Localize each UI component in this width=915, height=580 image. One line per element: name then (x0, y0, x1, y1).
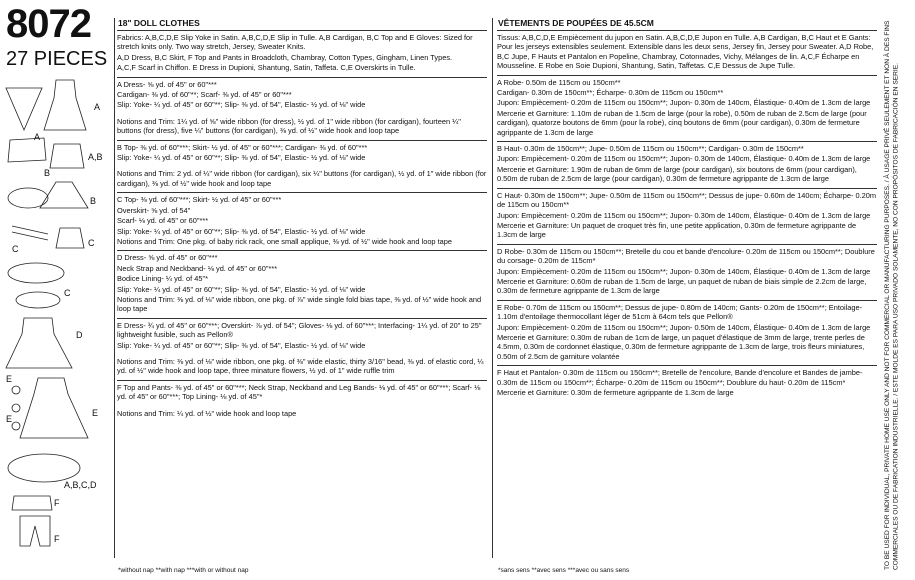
text-line: Jupon: Empiècement- 0.20m de 115cm ou 150cm**; Jupon- 0.30m de 140cm, Élastique- 0.40m de 1.3cm de large (497, 266, 871, 276)
usage-notice (884, 10, 912, 570)
text-line: Fabrics: A,B,C,D,E Slip Yoke in Satin. A,B,C,D,E Slip in Tulle. A,B Cardigan, B,C Top and E Gloves: Sized for stretch knits only. Two way stretch, Jersey, Sweater Knits. (117, 33, 473, 52)
column-divider (114, 18, 115, 558)
fig-label: B (90, 196, 97, 206)
view-b-section (117, 140, 487, 193)
usage-notice-text: TO BE USED FOR INDIVIDUAL, PRIVATE HOME USE ONLY AND NOT FOR COMMERCIAL OR MANUFACTURING PURPOSES. / À USAGE PRIVÉ SEULEMENT ET NON À DES FINS COMMERCIALES OU DE FABRICATION INDUSTRIELLE. / ESTE MOLDE ES PARA USO PRIVADO SOLAMENTE, NO CON PROPÓSITOS DE FABRICACIÓN EN SERIE. (884, 20, 900, 570)
cardigan-sketch (8, 138, 46, 162)
garment-illustrations (4, 78, 116, 548)
text-line: Jupon: Empiècement- 0.20m de 115cm ou 150cm**; Jupon- 0.50m de 140cm, Élastique- 0.40m de 1.3cm de large (497, 322, 871, 332)
text-line: Mercerie et Garniture: 1.10m de ruban de 1.5cm de large (pour la robe), 0.50m de ruban de 2.5cm de large (pour cardigan), quatorze boutons de 6mm (pour la robe), cinq boutons de 6mm (pour cardigan), 0.30m de fermeture agrippante de 1.3cm de large (497, 108, 867, 137)
english-footnote: *without nap **with nap ***with or without nap (118, 567, 249, 574)
text-line: B Haut- 0.30m de 150cm**; Jupe- 0.50m de 115cm ou 150cm**; Cardigan- 0.30m de 150cm** (497, 144, 804, 154)
text-line: A,C,F Scarf in Chiffon. E Dress in Dupioni, Shantung, Satin, Taffeta. C,E Overskirts in Tulle. (117, 63, 416, 73)
view-e-section (497, 300, 877, 365)
text-line: Mercerie et Garniture: 0.60m de ruban de 1.5cm de large, un paquet de ruban de biais simple de 2.2cm de large, 0.30m de fermeture agrippante de 1.3cm de large (497, 276, 867, 296)
text-line: Tissus: A,B,C,D,E Empiècement du jupon en Satin. A,B,C,D,E Jupon en Tulle. A,B Cardigan, B,C Haut et E Gants: Pour les jerseys extensibles seulement. Extensible dans les deux sens, Jersey fin, Jersey pour Sweater. A,D Robe, B,C Jupe, F Hauts et Pantalon en Popeline, Chambray, Cotonnades, Vichy, Mélanges de lin. A,C,F Écharpe en Mousseline. E Robe en Soie Dupioni, Shantung, Satin, Taffetas. C,E Dessus de Jupe Tulle. (497, 33, 874, 71)
text-line: Slip: Yoke- ¼ yd. of 45" or 60"**; Slip- ⅜ yd. of 54", Elastic- ½ yd. of ⅛" wide (117, 153, 366, 163)
text-line: Mercerie et Garniture: 0.30m de fermeture agrippante de 1.3cm de large (497, 388, 734, 397)
pieces-count: 27 PIECES (6, 48, 108, 70)
fig-label: A,B,C,D (64, 480, 97, 490)
text-line: Slip: Yoke- ¼ yd. of 45" or 60"**; Slip- ⅜ yd. of 54", Elastic- ½ yd. of ⅛" wide (117, 100, 366, 110)
view-a-section (117, 77, 487, 140)
fig-label: E (6, 374, 13, 384)
french-title: VÊTEMENTS DE POUPÉES DE 45.5CM (498, 18, 654, 28)
view-b-section (497, 141, 877, 188)
fig-label: A,B (88, 152, 103, 162)
dress-d-sketch (6, 318, 72, 368)
text-line: Bodice Lining- ¼ yd. of 45"* (117, 274, 208, 284)
text-line: D Robe- 0.30m de 115cm ou 150cm**; Bretelle du cou et bande d'encolure- 0.20m de 115cm ou 150cm**; Doublure du corsage- 0.20m de 115cm* (497, 246, 875, 266)
text-line: A Dress- ⅝ yd. of 45" or 60"*** (117, 79, 217, 89)
view-e-section (117, 318, 487, 380)
text-line: Scarf- ⅛ yd. of 45" or 60"*** (117, 216, 209, 226)
text-line: Jupon: Empiècement- 0.20m de 115cm ou 150cm**; Jupon- 0.30m de 140cm, Élastique- 0.40m de 1.3cm de large (497, 98, 871, 108)
text-line: Notions and Trim: ⅜ yd. of ⅛" wide ribbon, one pkg. of ⅞" wide single fold bias tape, ⅜ yd. of ½" wide hook and loop tape (117, 294, 482, 314)
fig-label: C (12, 244, 19, 254)
text-line: Notions and Trim: One pkg. of baby rick rack, one small applique, ⅜ yd. of ½" wide hook and loop tape (117, 236, 452, 246)
text-line: C Haut- 0.30m de 150cm**; Jupe- 0.50m de 115cm ou 150cm**; Dessus de jupe- 0.60m de 140cm; Écharpe- 0.20m de 115cm ou 150cm** (497, 190, 877, 210)
view-c-section (497, 188, 877, 244)
fabrics-section (497, 30, 877, 75)
text-line: Jupon: Empiècement- 0.20m de 115cm ou 150cm**; Jupon- 0.30m de 140cm, Élastique- 0.40m de 1.3cm de large (497, 154, 871, 164)
text-line: Slip: Yoke- ¼ yd. of 45" or 60"**; Slip- ⅜ yd. of 54", Elastic- ½ yd. of ⅛" wide (117, 340, 366, 350)
view-c-section (117, 192, 487, 250)
fabrics-section (117, 30, 487, 77)
view-f-section (497, 365, 877, 401)
text-line: Neck Strap and Neckband- ⅛ yd. of 45" or 60"*** (117, 263, 278, 273)
fig-label: F (54, 534, 60, 544)
text-line: Notions and Trim: ¼ yd. of ½" wide hook and loop tape (117, 408, 297, 418)
column-divider (492, 18, 493, 558)
fig-label: C (64, 288, 71, 298)
french-footnote: *sans sens **avec sens ***avec ou sans sens (498, 567, 630, 574)
text-line: Notions and Trim: ⅜ yd. of ⅛" wide ribbon, one pkg. of ⅜" wide elastic, thirty 3/16" bead, ⅜ yd. of elastic cord, ¼ yd. of ½" wide hook and loop tape, three minature flowers, ½ yd. of 1" wide ruffle trim (117, 356, 484, 376)
text-line: Notions and Trim: 1¼ yd. of ⅝" wide ribbon (for dress), ½ yd. of 1" wide ribbon (for cardigan), fourteen ¼" buttons (for dress), five ¼" buttons (for cardigan), ⅜ yd. of ½" wide hook and loop tape (117, 116, 461, 136)
fig-label: C (88, 238, 95, 248)
english-title: 18" DOLL CLOTHES (118, 18, 200, 28)
fig-label: A (94, 102, 101, 112)
view-a-section (497, 75, 877, 141)
dress-e-sketch (20, 378, 88, 438)
text-line: Mercerie et Garniture: 1.90m de ruban de 6mm de large (pour cardigan), six boutons de 6mm (pour cardigan), 0.50m de ruban de 2.5cm de large (pour cardigan), 0.30m de fermeture agrippante de 1.3cm de large (497, 164, 857, 184)
text-line: Cardigan- 0.30m de 150cm**; Écharpe- 0.30m de 115cm ou 150cm** (497, 88, 724, 98)
french-column (497, 30, 877, 401)
fig-label: A (34, 132, 41, 142)
pattern-number: 8072 (6, 2, 91, 46)
text-line: D Dress- ⅝ yd. of 45" or 60"*** (117, 253, 218, 263)
fig-label: D (76, 330, 83, 340)
text-line: F Haut et Pantalon- 0.30m de 115cm ou 150cm**; Bretelle de l'encolure, Bande d'encolure et Bandes de jambe- 0.30m de 115cm ou 150cm**; Écharpe- 0.20m de 115cm ou 150cm**; Doublure du haut- 0.20m de 115cm* (497, 368, 863, 387)
dress-a-sketch (44, 80, 86, 130)
text-line: Notions and Trim: 2 yd. of ¼" wide ribbon (for cardigan), six ¼" buttons (for cardigan), ½ yd. of 1" wide ribbon (for cardigan), ⅜ yd. of ½" wide hook and loop tape (117, 169, 487, 188)
text-line: Slip: Yoke- ¼ yd. of 45" or 60"**; Slip- ⅜ yd. of 54", Elastic- ½ yd. of ⅛" wide (117, 284, 366, 294)
text-line: Mercerie et Garniture: Un paquet de croquet très fin, une petite application, 0.30m de fermeture agrippante de 1.3cm de large (497, 220, 857, 240)
text-line: F Top and Pants- ⅜ yd. of 45" or 60"***; Neck Strap, Neckband and Leg Bands- ⅛ yd. of 45" or 60"***; Scarf- ⅛ yd. of 45" or 60"***; Top Lining- ⅛ yd. of 45"* (117, 382, 481, 402)
text-line: E Dress- ¾ yd. of 45" or 60"***; Overskirt- ⅞ yd. of 54"; Gloves- ⅛ yd. of 60"***; Interfacing- 1¼ yd. of 20" to 25" lightweight fusible, such as Pellon® (117, 320, 482, 340)
view-f-section (117, 380, 487, 422)
garment-sketches (4, 78, 116, 548)
text-line: C Top- ⅜ yd. of 60"***; Skirt- ½ yd. of 45" or 60"*** (117, 195, 282, 205)
text-line: A Robe- 0.50m de 115cm ou 150cm** (497, 77, 621, 87)
text-line: E Robe- 0.70m de 115cm ou 150cm**; Dessus de jupe- 0.80m de 140cm; Gants- 0.20m de 150cm**; Entoilage- 1.10m d'entoilage thermocollant léger de 51cm à 64cm tels que Pellon® (497, 302, 863, 322)
english-column (117, 30, 487, 422)
fig-label: E (6, 414, 13, 424)
fig-label: E (92, 408, 99, 418)
view-d-section (117, 250, 487, 317)
scarf-sketch (6, 88, 42, 130)
pants-sketch (20, 516, 50, 546)
text-line: Overskirt- ⅝ yd. of 54" (117, 205, 191, 215)
text-line: Slip: Yoke- ¼ yd. of 45" or 60"**; Slip- ⅜ yd. of 54", Elastic- ½ yd. of ⅛" wide (117, 226, 366, 236)
fig-label: F (54, 498, 60, 508)
text-line: Mercerie et Garniture: 0.30m de ruban de 1cm de large, un paquet d'élastique de 3mm de large, trente perles de 4.5mm, 0.30m de cordonnet élastique, 0.30m de fermeture agrippante de 1.3cm de large, trois fleurs miniatures, 0.50m of 2.5cm de garniture volantée (497, 332, 865, 361)
top-b-sketch (50, 144, 84, 168)
text-line: Jupon: Empiècement- 0.20m de 115cm ou 150cm**; Jupon- 0.30m de 140cm, Élastique- 0.40m de 1.3cm de large (497, 210, 871, 220)
text-line: A,D Dress, B,C Skirt, F Top and Pants in Broadcloth, Chambray, Cotton Types, Gingham, Linen Types. (117, 52, 453, 62)
text-line: Cardigan- ⅜ yd. of 60"**; Scarf- ⅜ yd. of 45" or 60"*** (117, 90, 292, 100)
fig-label: B (44, 168, 51, 178)
text-line: B Top- ⅜ yd. of 60"***; Skirt- ½ yd. of 45" or 60"***; Cardigan- ⅜ yd. of 60"*** (117, 142, 368, 152)
view-d-section (497, 244, 877, 300)
